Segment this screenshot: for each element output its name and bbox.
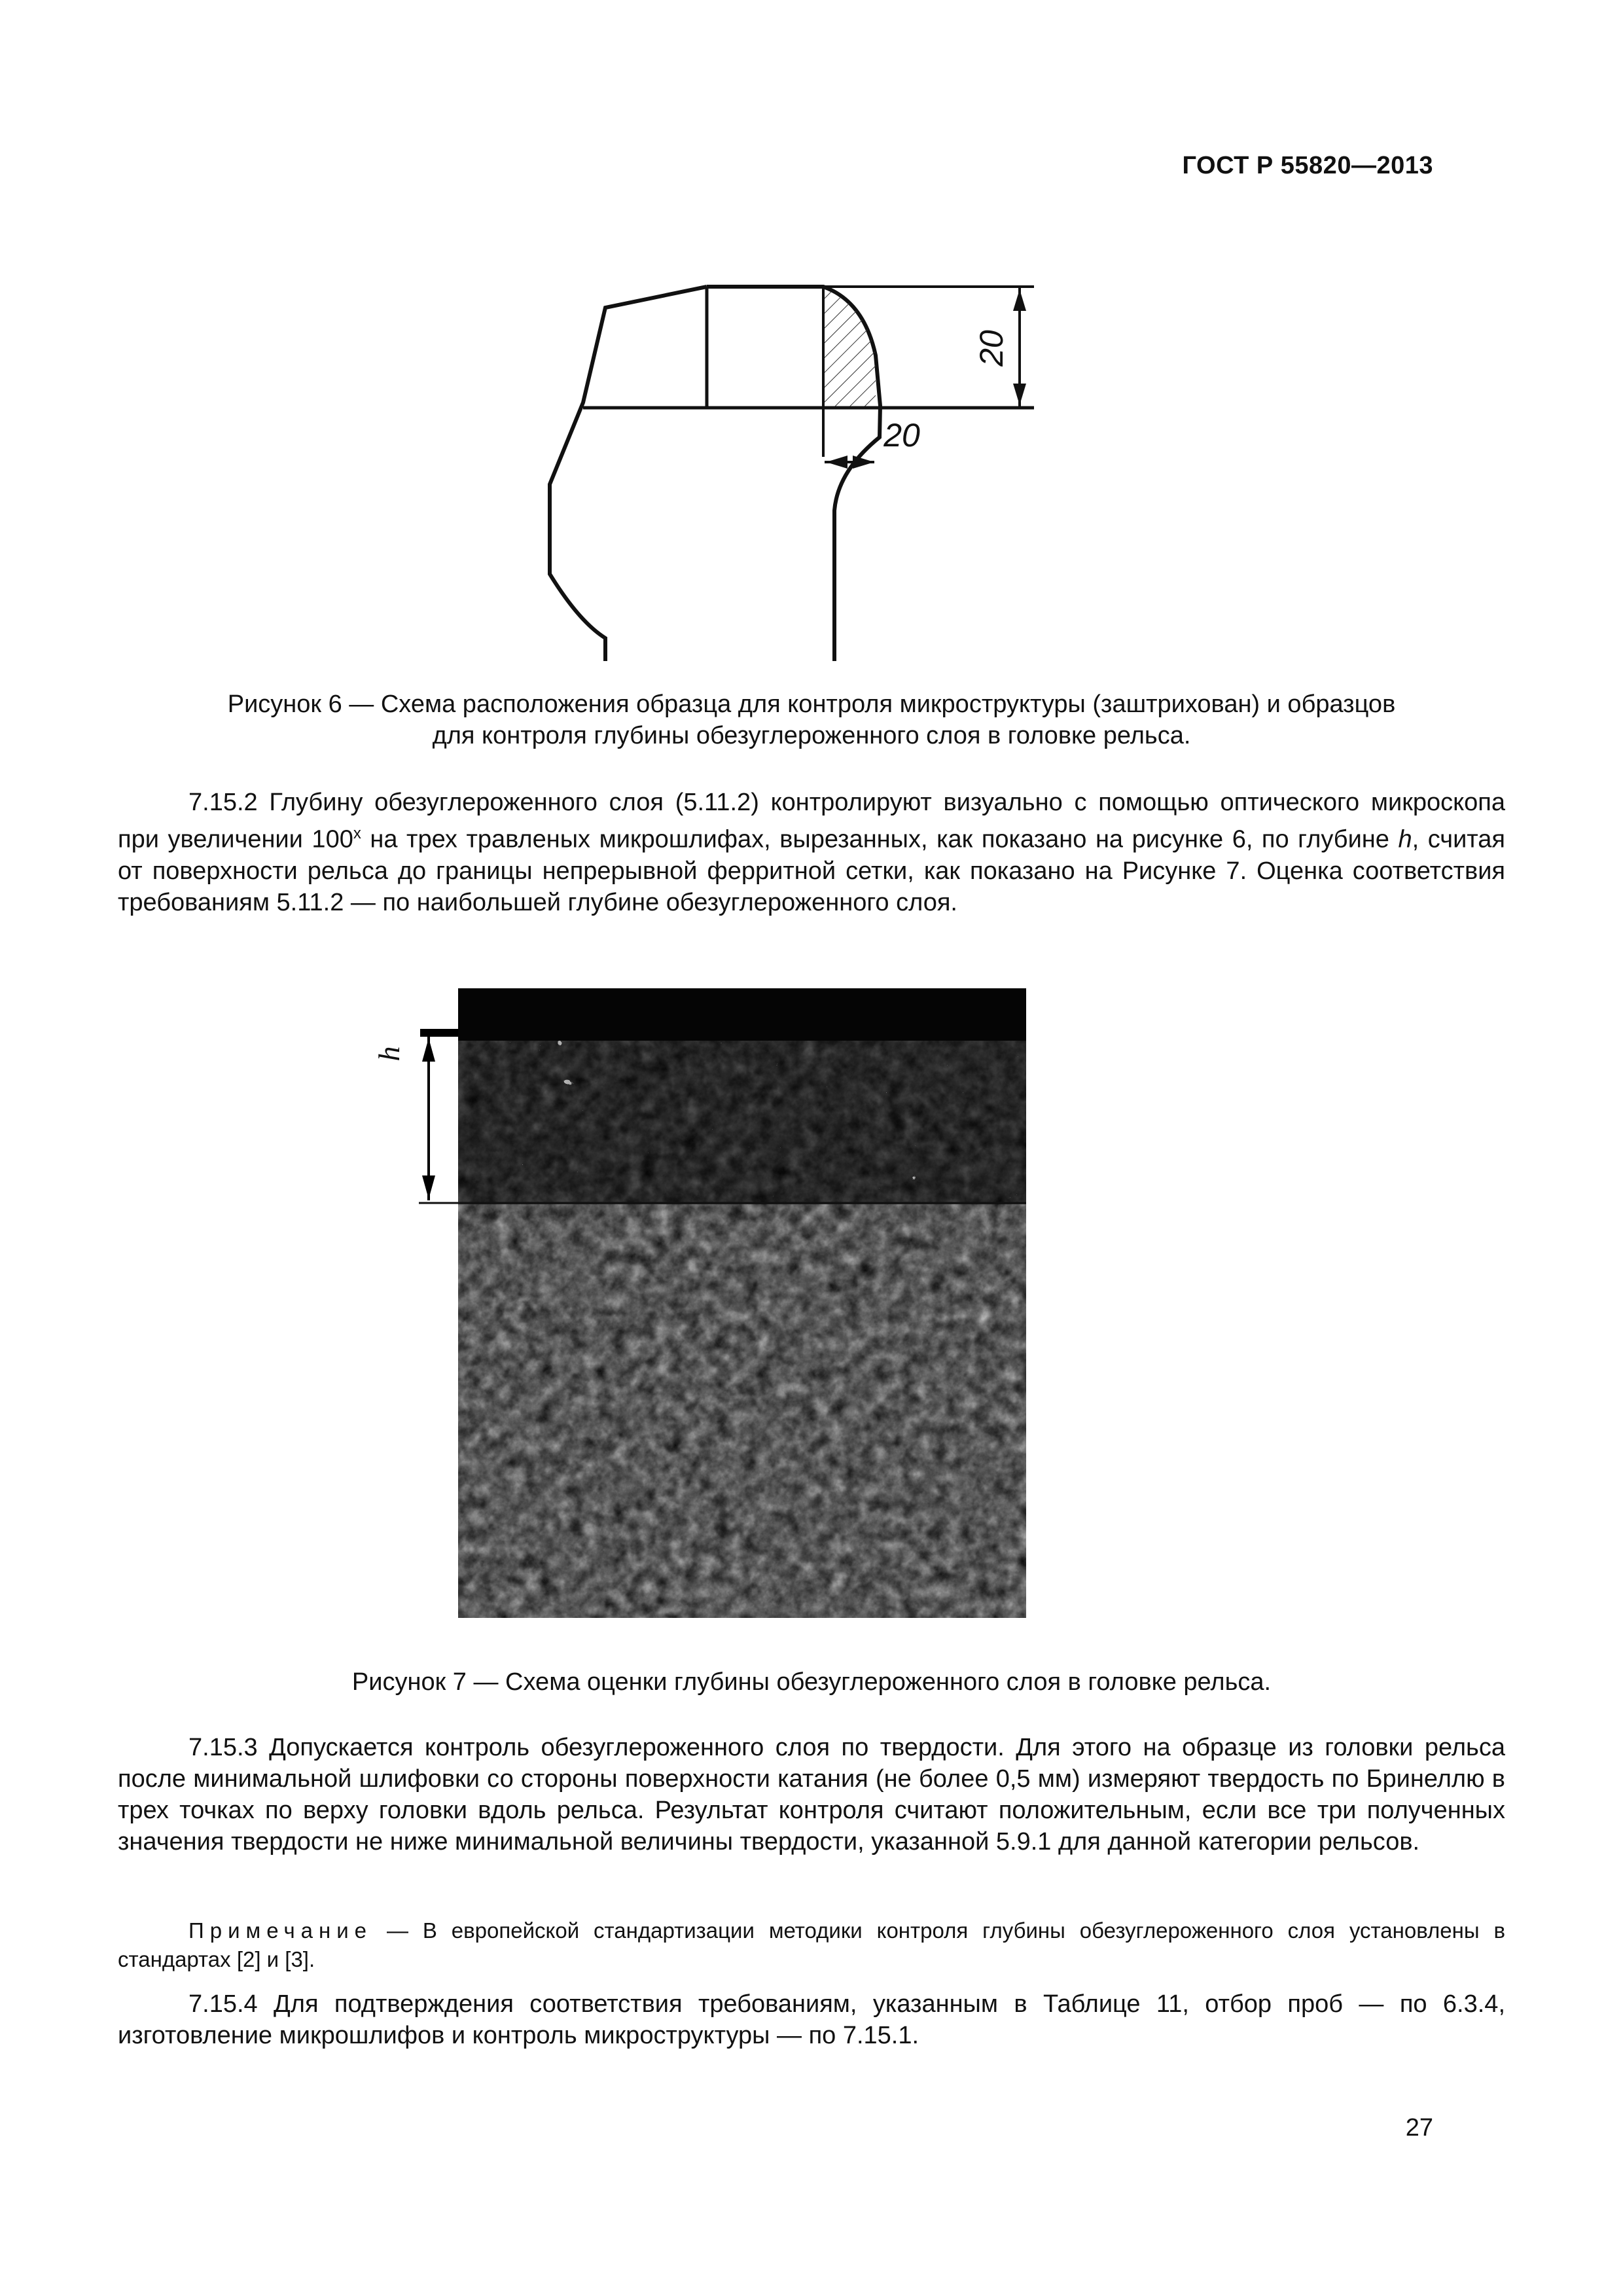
paragraph-7-15-2-middle: на трех травленых микрошлифах, вырезанных, как показано на рисунке 6, по глубине	[361, 825, 1399, 853]
dimension-arrow-down	[1013, 384, 1026, 405]
figure-6-caption	[118, 689, 1505, 751]
depth-arrow-up	[422, 1038, 435, 1062]
page-number: 27	[1405, 2114, 1433, 2142]
rail-head-outline	[550, 287, 707, 661]
dimension-arrow-left	[826, 456, 847, 469]
paragraph-7-15-3: 7.15.3 Допускается контроль обезуглероженного слоя по твердости. Для этого на образце из головки рельса после минимальной шлифовки со стороны поверхности катания (не более 0,5 мм) измеряют твердость по Бринеллю в трех точках по верху головки вдоль рельса. Результат контроля считают положительным, если все три полученных значения твердости не ниже минимальной величины твердости, указанной 5.9.1 для данной категории рельсов.	[118, 1734, 1505, 1856]
dimension-width-label: 20	[883, 417, 920, 454]
hatched-microstructure-sample	[823, 289, 876, 408]
note-label: Примечание	[188, 1918, 373, 1943]
dimension-arrow-up	[1013, 289, 1026, 311]
dimension-arrow-right	[853, 456, 874, 469]
depth-arrow-down	[422, 1175, 435, 1199]
paragraph-7-15-2-start: 7.15.2 Глубину обезуглероженного слоя (5.11.2) контролируют визуально с помощью оптического микроскопа при увеличении 100	[118, 789, 1505, 853]
figure-6-rail-head-diagram	[537, 275, 1060, 668]
depth-variable: h	[1398, 825, 1412, 853]
paragraph-7-15-2-end: , считая от поверхности рельса до границы непрерывной ферритной сетки, как показано на Рисунке 7. Оценка соответствия требованиям 5.11.2 — по наибольшей глубине обезуглероженного слоя.	[118, 825, 1505, 916]
figure-7-micrograph	[372, 988, 1034, 1623]
figure-7-caption: Рисунок 7 — Схема оценки глубины обезуглероженного слоя в головке рельса.	[351, 1668, 1272, 1696]
depth-label-h: h	[372, 1046, 406, 1062]
note-text: — В европейской стандартизации методики контроля глубины обезуглероженного слоя установлены в стандартах [2] и [3].	[118, 1918, 1505, 1971]
paragraph-7-15-4: 7.15.4 Для подтверждения соответствия требованиям, указанным в Таблице 11, отбор проб — по 6.3.4, изготовление микрошлифов и контроль микроструктуры — по 7.15.1.	[118, 1990, 1505, 2049]
standard-designation: ГОСТ Р 55820—2013	[1182, 152, 1433, 179]
figure-6-caption-line-1: Рисунок 6 — Схема расположения образца для контроля микроструктуры (заштрихован) и образцов	[227, 691, 1396, 718]
magnification-superscript: х	[353, 825, 361, 842]
figure-6-caption-line-2: для контроля глубины обезуглероженного слоя в головке рельса.	[432, 722, 1191, 749]
dimension-height-label: 20	[973, 330, 1010, 367]
paragraph-7-15-2	[118, 787, 1505, 918]
decarburized-surface-band	[458, 988, 1026, 1041]
note-paragraph	[118, 1916, 1505, 1974]
